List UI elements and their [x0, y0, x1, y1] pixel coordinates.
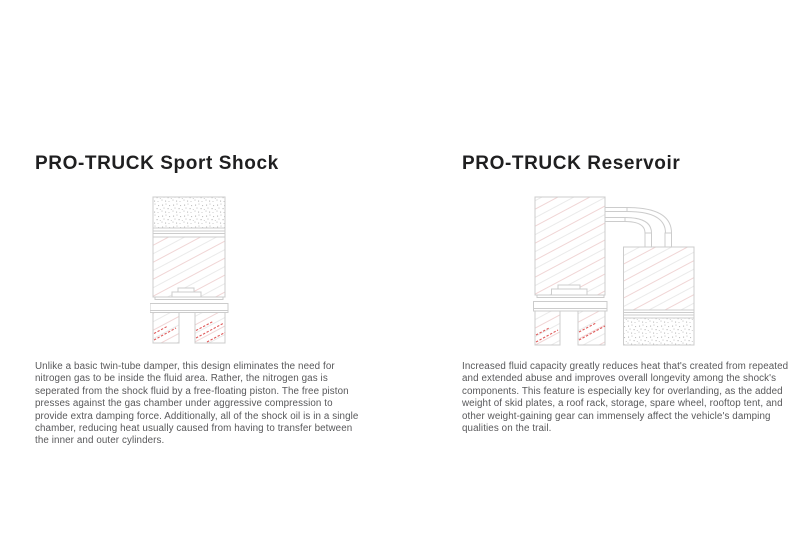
shock-shaft	[560, 311, 578, 345]
reservoir-floating-piston	[624, 310, 695, 318]
section-description-reservoir: Increased fluid capacity greatly reduces heat that's created from repeated and extended abuse and improves overall longevity among the shock's components. This feature is especially key for overlanding, as the added weight of skid plates, a roof rack, storage, spare wheel, rooftop tent, and other weight-gaining gear can immensely affect the vehicle's damping qualities on the trail.	[462, 361, 789, 435]
hose-fitting	[605, 208, 627, 222]
reservoir-oil-chamber	[624, 247, 695, 310]
section-title-reservoir: PRO-TRUCK Reservoir	[462, 153, 681, 174]
floating-piston	[153, 228, 225, 237]
connector-hose	[625, 208, 672, 234]
lower-oil-left	[153, 313, 179, 344]
lower-oil-left	[535, 311, 560, 345]
shock-shaft	[179, 313, 195, 344]
reservoir-diagram	[528, 192, 700, 350]
gas-chamber	[153, 197, 225, 228]
sport-shock-diagram	[150, 192, 240, 347]
main-body-oil-chamber	[535, 197, 605, 295]
section-title-sport-shock: PRO-TRUCK Sport Shock	[35, 153, 279, 174]
lower-oil-right	[195, 313, 225, 344]
reservoir-neck-fittings	[645, 233, 672, 247]
section-description-sport-shock: Unlike a basic twin-tube damper, this design eliminates the need for nitrogen gas to be inside the fluid area. Rather, the nitrogen gas is seperated from the shock fluid by a free-floating piston. The free piston presses against the gas chamber under aggressive compression to provide extra damping force. Additionally, all of the shock oil is in a single chamber, reducing heat usually caused from having to transfer between the inner and outer cylinders.	[35, 361, 359, 447]
reservoir-gas-chamber	[624, 318, 695, 345]
